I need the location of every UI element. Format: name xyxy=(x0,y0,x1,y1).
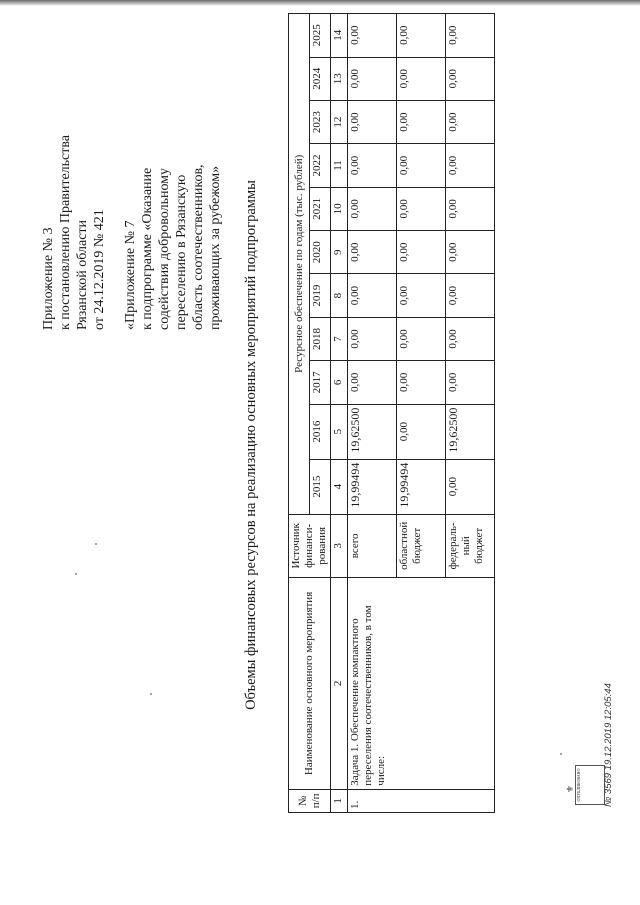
financing-table xyxy=(288,13,495,813)
year-cell: 2018 xyxy=(310,317,331,360)
table-row xyxy=(348,14,397,813)
header-funding: Ресурсное обеспечение по годам (тыс. рублей) xyxy=(289,14,310,515)
year-cell: 2019 xyxy=(310,274,331,317)
index-cell: 6 xyxy=(331,361,348,404)
value-cell: 0,00 xyxy=(348,57,397,100)
index-cell: 9 xyxy=(331,231,348,274)
value-cell: 0,00 xyxy=(397,317,446,360)
year-cell: 2016 xyxy=(310,404,331,459)
index-cell: 7 xyxy=(331,317,348,360)
year-cell: 2023 xyxy=(310,100,331,143)
index-cell: 1 xyxy=(331,789,348,812)
header-source: Источник финанси-рования xyxy=(289,514,331,577)
index-cell: 2 xyxy=(331,578,348,790)
region-line: Рязанской области xyxy=(75,219,90,330)
stamp-text: ОПУБЛИКОВАНО xyxy=(576,768,581,802)
scan-speck xyxy=(75,573,77,575)
row-name: Задача 1. Обеспечение компактного переселения соотечественников, в том числе: xyxy=(348,578,495,790)
index-cell: 12 xyxy=(331,100,348,143)
year-cell: 2024 xyxy=(310,57,331,100)
value-cell: 19,62500 xyxy=(446,404,495,459)
header-no: № п/п xyxy=(289,789,331,812)
value-cell: 0,00 xyxy=(397,100,446,143)
index-cell: 11 xyxy=(331,144,348,187)
source-cell: областной бюджет xyxy=(397,514,446,577)
source-cell: всего xyxy=(348,514,397,577)
sub-line-6: проживающих за рубежом» xyxy=(208,165,223,330)
year-cell: 2017 xyxy=(310,361,331,404)
value-cell: 0,00 xyxy=(446,231,495,274)
index-cell: 13 xyxy=(331,57,348,100)
value-cell: 19,62500 xyxy=(348,404,397,459)
value-cell: 0,00 xyxy=(446,274,495,317)
index-cell: 14 xyxy=(331,14,348,58)
value-cell: 0,00 xyxy=(397,187,446,230)
value-cell: 0,00 xyxy=(446,14,495,58)
value-cell: 0,00 xyxy=(446,187,495,230)
publication-stamp xyxy=(575,765,605,805)
index-cell: 4 xyxy=(331,459,348,514)
value-cell: 0,00 xyxy=(397,274,446,317)
source-cell: федераль-ный бюджет xyxy=(446,514,495,577)
value-cell: 0,00 xyxy=(397,144,446,187)
registration-note: № 3569 19.12.2019 12:05:44 xyxy=(603,683,614,807)
value-cell: 0,00 xyxy=(348,187,397,230)
sub-line-4: переселению в Рязанскую xyxy=(174,174,189,330)
value-cell: 0,00 xyxy=(446,361,495,404)
year-cell: 2022 xyxy=(310,144,331,187)
scan-speck xyxy=(150,693,152,695)
value-cell: 0,00 xyxy=(397,361,446,404)
value-cell: 0,00 xyxy=(348,361,397,404)
value-cell: 0,00 xyxy=(397,57,446,100)
value-cell: 0,00 xyxy=(348,231,397,274)
index-cell: 3 xyxy=(331,514,348,577)
value-cell: 0,00 xyxy=(348,100,397,143)
value-cell: 0,00 xyxy=(397,14,446,58)
value-cell: 0,00 xyxy=(348,144,397,187)
value-cell: 0,00 xyxy=(348,14,397,58)
sub-line-5: область соотечественников, xyxy=(191,164,206,330)
value-cell: 0,00 xyxy=(446,57,495,100)
value-cell: 19,99494 xyxy=(397,459,446,514)
year-cell: 2015 xyxy=(310,459,331,514)
scan-speck xyxy=(560,753,562,755)
value-cell: 0,00 xyxy=(397,231,446,274)
emblem-icon: ⚜ xyxy=(565,784,575,793)
value-cell: 0,00 xyxy=(397,404,446,459)
year-cell: 2025 xyxy=(310,14,331,58)
index-cell: 8 xyxy=(331,274,348,317)
value-cell: 0,00 xyxy=(348,317,397,360)
sub-line-3: содействия добровольному xyxy=(157,167,172,330)
value-cell: 0,00 xyxy=(446,459,495,514)
index-cell: 10 xyxy=(331,187,348,230)
decree-line: к постановлению Правительства xyxy=(58,134,73,330)
date-line: от 24.12.2019 № 421 xyxy=(92,209,107,330)
scan-speck xyxy=(95,543,97,545)
header-name: Наименование основного мероприятия xyxy=(289,578,331,790)
index-cell: 5 xyxy=(331,404,348,459)
appendix-label: Приложение № 3 xyxy=(41,227,56,330)
sub-line-2: к подпрограмме «Оказание xyxy=(140,167,155,330)
year-cell: 2020 xyxy=(310,231,331,274)
value-cell: 0,00 xyxy=(446,100,495,143)
value-cell: 0,00 xyxy=(446,317,495,360)
value-cell: 0,00 xyxy=(446,144,495,187)
value-cell: 19,99494 xyxy=(348,459,397,514)
year-cell: 2021 xyxy=(310,187,331,230)
value-cell: 0,00 xyxy=(348,274,397,317)
header-block xyxy=(40,10,224,330)
sub-appendix-line: «Приложение № 7 xyxy=(123,220,138,330)
row-number: 1. xyxy=(348,789,495,812)
document-title: Объемы финансовых ресурсов на реализацию основных мероприятий подпрограммы xyxy=(243,180,259,710)
